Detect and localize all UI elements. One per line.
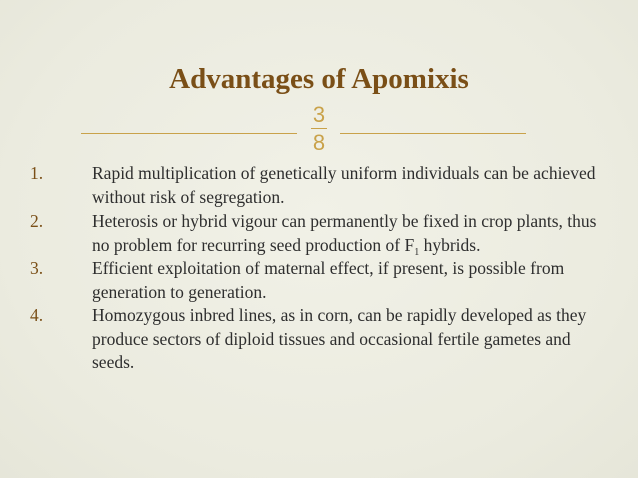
list-item	[30, 304, 610, 375]
advantages-list	[30, 162, 610, 375]
title-divider-right	[340, 133, 526, 134]
page-number-top: 3	[312, 102, 326, 127]
list-item-text-after: hybrids.	[419, 235, 481, 255]
list-item	[30, 209, 610, 257]
page-number-bottom: 8	[312, 130, 326, 155]
list-item	[30, 162, 610, 209]
subscript: 1	[414, 247, 420, 258]
list-item-text: Efficient exploitation of maternal effect, if present, is possible from generation to generation.	[92, 258, 565, 302]
page-number	[306, 103, 332, 155]
list-item-text	[92, 209, 610, 257]
title-divider-left	[81, 133, 297, 134]
list-item-text: Homozygous inbred lines, as in corn, can be rapidly developed as they produce sectors of diploid tissues and occasional fertile gametes and seeds.	[92, 305, 587, 372]
list-item	[30, 257, 610, 304]
slide-title: Advantages of Apomixis	[169, 63, 469, 95]
page-number-bar	[311, 128, 327, 129]
list-item-text: Rapid multiplication of genetically uniform individuals can be achieved without risk of segregation.	[92, 163, 596, 207]
list-marker: 3.	[30, 258, 44, 278]
list-item-text-main: Heterosis or hybrid vigour can permanently be fixed in crop plants, thus no problem for recurring seed production of F	[92, 211, 597, 255]
list-marker: 2.	[30, 211, 44, 231]
list-marker: 1.	[30, 163, 44, 183]
list-marker: 4.	[30, 305, 44, 325]
